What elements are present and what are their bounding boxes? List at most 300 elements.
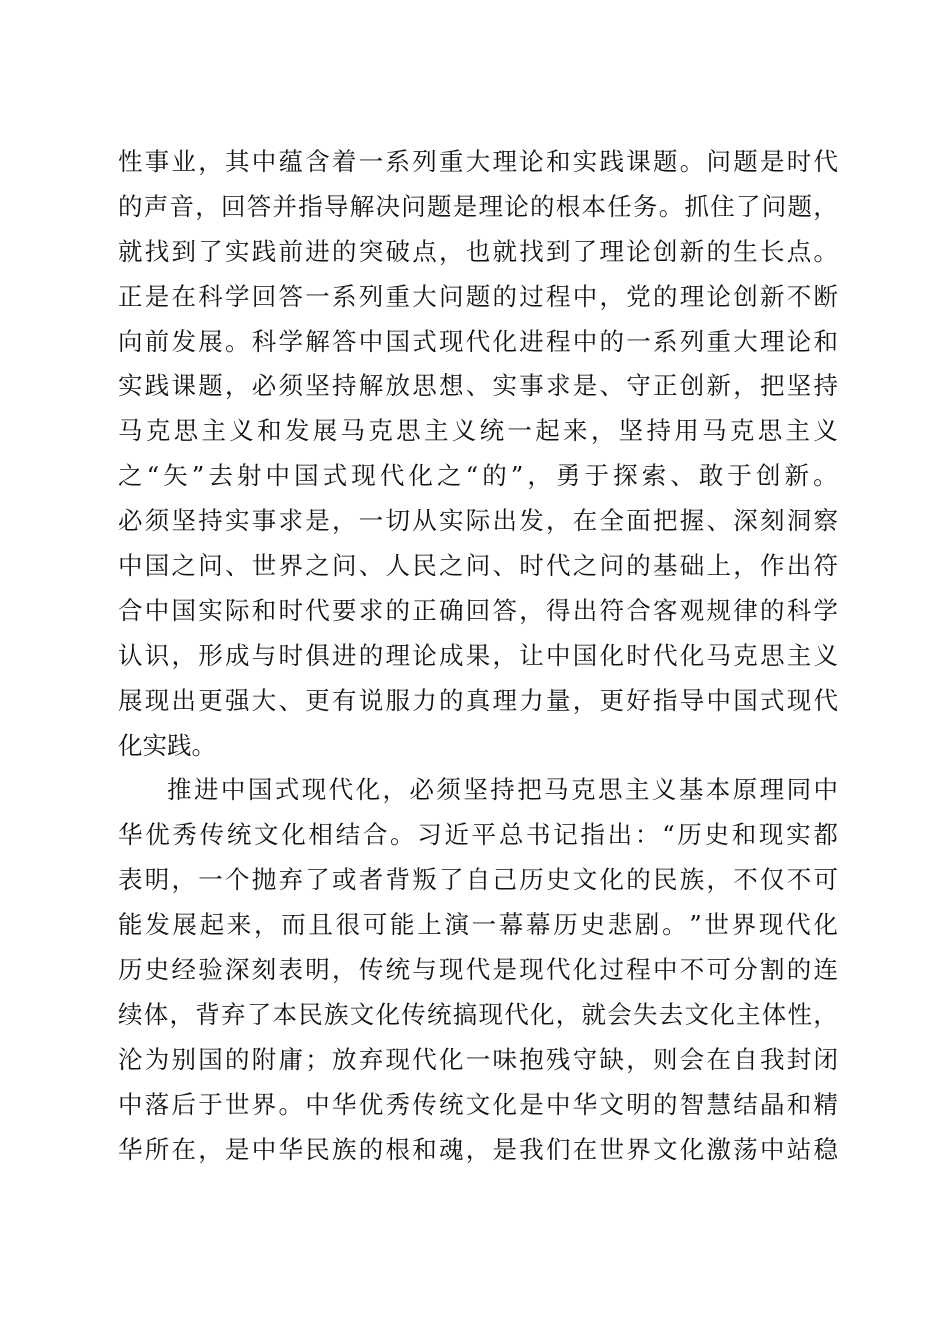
char: 智 <box>679 1089 705 1119</box>
char: 现 <box>786 685 812 715</box>
char: 有 <box>332 685 357 715</box>
char: 蕴 <box>278 147 303 176</box>
char: 精 <box>813 1089 838 1119</box>
char: 了 <box>736 191 761 221</box>
char: 马 <box>340 416 365 446</box>
char: 。 <box>813 461 838 491</box>
char: 史 <box>144 955 170 985</box>
char: 切 <box>385 506 410 536</box>
char: 矢 <box>163 461 188 491</box>
char: 须 <box>144 506 170 536</box>
char: 导 <box>324 191 349 221</box>
char: 符 <box>599 595 624 625</box>
char: 平 <box>471 820 497 850</box>
char: 成 <box>225 640 250 670</box>
char: 新 <box>679 236 705 266</box>
char: 秀 <box>385 1089 410 1119</box>
char: 、 <box>706 506 731 536</box>
char: 让 <box>519 640 544 670</box>
char: 在 <box>572 506 598 536</box>
char: ； <box>305 1044 330 1074</box>
char: 在 <box>171 281 196 311</box>
char: 持 <box>813 371 838 401</box>
char: 弃 <box>221 999 246 1029</box>
char: 解 <box>358 371 384 401</box>
char: 现 <box>758 910 784 940</box>
char: 代 <box>546 551 571 581</box>
char: 之 <box>572 551 598 581</box>
char: 事 <box>519 371 544 401</box>
char: 律 <box>733 595 758 625</box>
char: 。 <box>813 236 838 266</box>
char: 历 <box>677 820 702 850</box>
char: 连 <box>813 955 838 985</box>
char: 从 <box>412 506 437 536</box>
char: 更 <box>305 685 330 715</box>
char: 把 <box>760 371 785 401</box>
char: 的 <box>358 1134 384 1164</box>
char: 、 <box>278 685 303 715</box>
char: 实 <box>439 506 464 536</box>
char: 题 <box>733 147 758 176</box>
char: ， <box>555 999 581 1029</box>
char: 须 <box>278 371 303 401</box>
char: 程 <box>546 281 571 311</box>
char: 时 <box>519 551 544 581</box>
char: 进 <box>332 640 357 670</box>
char: 近 <box>444 820 469 850</box>
char: 别 <box>171 1044 196 1074</box>
char: 主 <box>624 775 650 805</box>
char: 文 <box>653 1134 678 1164</box>
char: 华 <box>118 820 143 850</box>
char: ， <box>254 910 279 940</box>
char: 任 <box>607 191 632 221</box>
char: 在 <box>706 1044 731 1074</box>
char: 史 <box>704 820 729 850</box>
char: 秀 <box>172 820 197 850</box>
char: 思 <box>598 775 623 805</box>
char: 缺 <box>599 1044 624 1074</box>
char: ， <box>332 955 357 985</box>
char: 弃 <box>358 1044 384 1074</box>
char: 。 <box>662 910 687 940</box>
char: 和 <box>412 1134 437 1164</box>
char: 列 <box>679 326 705 356</box>
text-line-paragraph-start <box>118 768 838 813</box>
char: 。 <box>225 326 250 356</box>
char: 一 <box>358 506 384 536</box>
char: 可 <box>706 955 731 985</box>
char: 代 <box>465 955 491 985</box>
char: 幕 <box>498 910 524 940</box>
char: 成 <box>439 640 464 670</box>
char: 表 <box>118 865 143 895</box>
char: 、 <box>225 551 250 581</box>
char: 族 <box>324 999 349 1029</box>
char: 界 <box>626 1134 651 1164</box>
char: 其 <box>225 147 250 176</box>
char: 优 <box>145 820 170 850</box>
char: 勇 <box>555 461 581 491</box>
char: 所 <box>144 1134 170 1164</box>
char: 思 <box>760 640 785 670</box>
char: 的 <box>653 281 678 311</box>
text-line <box>118 1128 838 1173</box>
char: 量 <box>546 685 571 715</box>
text-line <box>118 724 838 769</box>
char: 华 <box>332 1089 357 1119</box>
char: 克 <box>145 416 171 446</box>
char: 洞 <box>786 506 812 536</box>
char: 落 <box>144 1089 170 1119</box>
char: 叛 <box>412 865 437 895</box>
char: 和 <box>251 595 277 625</box>
char: ， <box>465 1134 491 1164</box>
char: 一 <box>358 147 384 176</box>
char: 是 <box>519 1089 544 1119</box>
char: 中 <box>706 685 731 715</box>
char: 大 <box>412 281 437 311</box>
char: 都 <box>813 820 838 850</box>
text-line <box>118 903 838 948</box>
char: 结 <box>335 820 361 850</box>
char: 代 <box>546 955 571 985</box>
char: 并 <box>272 191 297 221</box>
char: 持 <box>198 506 223 536</box>
char: 结 <box>733 1089 758 1119</box>
char: 程 <box>626 955 651 985</box>
char: 列 <box>412 147 437 176</box>
char: 文 <box>599 1089 624 1119</box>
char: 传 <box>358 955 384 985</box>
char: 和 <box>731 820 757 850</box>
char: 与 <box>251 640 277 670</box>
char: 的 <box>599 326 624 356</box>
char: 化 <box>408 461 433 491</box>
char: 实 <box>225 236 250 266</box>
char: 践 <box>144 371 170 401</box>
char: 求 <box>358 595 384 625</box>
char: 统 <box>427 999 452 1029</box>
text-line <box>118 634 838 679</box>
char: 得 <box>546 595 571 625</box>
char: 论 <box>786 326 812 356</box>
char: 荡 <box>733 1134 758 1164</box>
char: 大 <box>733 326 758 356</box>
char: 分 <box>733 955 758 985</box>
char: 化 <box>679 640 705 670</box>
char: 问 <box>465 551 491 581</box>
text-line <box>118 544 838 589</box>
char: 进 <box>519 326 544 356</box>
text-line <box>118 589 838 634</box>
char: 化 <box>572 955 598 985</box>
char: 业 <box>171 147 196 176</box>
char: 践 <box>599 147 624 176</box>
char: 义 <box>451 416 477 446</box>
char: 同 <box>786 775 812 805</box>
char: ， <box>626 1044 651 1074</box>
char: 化 <box>599 640 624 670</box>
char: 化 <box>355 775 381 805</box>
char: 了 <box>198 236 223 266</box>
char: 能 <box>390 910 415 940</box>
char: 思 <box>412 371 437 401</box>
char: “ <box>662 820 675 850</box>
char: 好 <box>626 685 651 715</box>
char: 前 <box>144 326 170 356</box>
char: 现 <box>351 461 376 491</box>
char: 出 <box>572 595 598 625</box>
char: 克 <box>729 416 755 446</box>
char: 抱 <box>519 1044 544 1074</box>
char: 国 <box>144 551 170 581</box>
char: 封 <box>786 1044 812 1074</box>
char: 能 <box>118 910 143 940</box>
char: 推 <box>167 775 192 805</box>
char: 不 <box>786 281 812 311</box>
char: 、 <box>670 461 695 491</box>
char: 力 <box>519 685 544 715</box>
char: 放 <box>332 1044 357 1074</box>
char: 理 <box>385 640 410 670</box>
char: 代 <box>465 326 491 356</box>
char: 大 <box>251 685 277 715</box>
char: 列 <box>358 281 384 311</box>
char: 而 <box>281 910 306 940</box>
char: 问 <box>761 191 787 221</box>
char: 主 <box>785 416 810 446</box>
char: 实 <box>492 371 517 401</box>
char: 式 <box>322 461 348 491</box>
char: 经 <box>171 955 196 985</box>
char: 时 <box>626 640 651 670</box>
char: 导 <box>679 685 705 715</box>
char: 题 <box>465 281 491 311</box>
char: 闭 <box>813 1044 838 1074</box>
char: 。 <box>679 147 705 176</box>
char: 规 <box>706 595 731 625</box>
char: 化 <box>281 820 306 850</box>
char: 于 <box>727 461 752 491</box>
char: 。 <box>390 820 415 850</box>
char: ， <box>599 281 624 311</box>
char: 相 <box>308 820 333 850</box>
char: 失 <box>633 999 658 1029</box>
char: 题 <box>653 147 678 176</box>
char: 了 <box>572 236 598 266</box>
char: 重 <box>385 281 410 311</box>
char: 就 <box>118 236 143 266</box>
char: 实 <box>786 820 811 850</box>
char: 现 <box>144 685 170 715</box>
char: 、 <box>492 551 517 581</box>
char: ， <box>169 999 194 1029</box>
char: 敢 <box>698 461 724 491</box>
char: 化 <box>439 1044 464 1074</box>
char: 性 <box>118 147 143 176</box>
char: 出 <box>171 685 196 715</box>
char: 。 <box>278 1089 303 1119</box>
char: 传 <box>199 820 225 850</box>
char: 基 <box>678 775 704 805</box>
char: 理 <box>492 147 517 176</box>
char: 思 <box>173 416 199 446</box>
char: 实 <box>118 371 143 401</box>
char: 现 <box>519 955 544 985</box>
char: ” <box>689 910 702 940</box>
char: 中 <box>220 775 246 805</box>
char: 论 <box>626 236 651 266</box>
char: 理 <box>478 191 503 221</box>
char: 代 <box>328 775 354 805</box>
char: 答 <box>278 281 303 311</box>
char: 后 <box>171 1089 196 1119</box>
char: 和 <box>546 147 571 176</box>
char: 式 <box>412 326 437 356</box>
char: 国 <box>385 326 410 356</box>
char: 化 <box>530 999 555 1029</box>
char: 坚 <box>463 775 488 805</box>
char: 点 <box>786 236 812 266</box>
char: 演 <box>444 910 469 940</box>
char: 主 <box>423 416 449 446</box>
char: 民 <box>305 1134 330 1164</box>
char: 历 <box>519 865 544 895</box>
char: 必 <box>251 371 277 401</box>
char: ， <box>332 506 357 536</box>
char: ， <box>439 236 464 266</box>
char: ， <box>733 371 758 401</box>
char: 把 <box>517 775 542 805</box>
char: 自 <box>733 1044 758 1074</box>
char: 味 <box>492 1044 517 1074</box>
char: 展 <box>118 685 143 715</box>
char: 的 <box>439 685 464 715</box>
char: 决 <box>375 191 400 221</box>
char: 坚 <box>171 506 196 536</box>
char: 华 <box>278 1134 303 1164</box>
char: 系 <box>385 147 410 176</box>
char: 思 <box>757 416 783 446</box>
char: 回 <box>251 281 277 311</box>
char: 射 <box>236 461 262 491</box>
char: 破 <box>385 236 410 266</box>
char: 背 <box>195 999 220 1029</box>
char: 坚 <box>786 371 812 401</box>
char: 不 <box>733 865 758 895</box>
char: 实 <box>572 147 598 176</box>
char: ， <box>195 191 220 221</box>
char: 中 <box>305 1089 330 1119</box>
char: 代 <box>813 685 838 715</box>
char: 的 <box>492 281 517 311</box>
char: 展 <box>172 910 197 940</box>
char: 放 <box>385 371 410 401</box>
char: 问 <box>706 147 731 176</box>
char: 马 <box>702 416 727 446</box>
text-line <box>118 454 838 499</box>
char: 传 <box>401 999 426 1029</box>
char: 和 <box>813 326 838 356</box>
char: 力 <box>412 685 437 715</box>
char: 不 <box>679 955 705 985</box>
char: 国 <box>733 685 758 715</box>
char: 党 <box>626 281 651 311</box>
char: 世 <box>225 1089 250 1119</box>
char: 上 <box>706 551 731 581</box>
char: 一 <box>465 1044 491 1074</box>
char: 史 <box>546 865 571 895</box>
char: 可 <box>362 910 388 940</box>
char: 义 <box>813 640 838 670</box>
char: 、 <box>465 371 491 401</box>
char: 与 <box>412 955 437 985</box>
char: 是 <box>225 1134 250 1164</box>
char: ， <box>198 147 223 176</box>
char: 问 <box>332 551 357 581</box>
char: 论 <box>504 191 529 221</box>
char: 际 <box>465 506 491 536</box>
char: 就 <box>581 999 606 1029</box>
char: 续 <box>118 999 143 1029</box>
char: 会 <box>679 1044 705 1074</box>
char: 之 <box>305 551 330 581</box>
char: 魂 <box>439 1134 464 1164</box>
char: 化 <box>375 999 400 1029</box>
char: 历 <box>553 910 578 940</box>
char: 一 <box>626 326 651 356</box>
char: 出 <box>607 820 633 850</box>
char: 察 <box>813 506 838 536</box>
char: 体 <box>761 999 787 1029</box>
char: 刻 <box>760 506 785 536</box>
char: 本 <box>272 999 297 1029</box>
char: 中 <box>144 595 170 625</box>
char: 的 <box>332 236 357 266</box>
char: 代 <box>504 999 529 1029</box>
char: 了 <box>305 865 330 895</box>
char: 持 <box>332 371 357 401</box>
char: 用 <box>674 416 699 446</box>
text-line <box>118 409 838 454</box>
char: 新 <box>784 461 810 491</box>
char: 中 <box>118 1089 143 1119</box>
char: 现 <box>439 326 464 356</box>
char: 现 <box>439 955 464 985</box>
char: 就 <box>492 236 517 266</box>
char: 仅 <box>760 865 785 895</box>
char: 中 <box>251 1134 277 1164</box>
char: 之 <box>171 551 196 581</box>
char: 化 <box>599 865 624 895</box>
char: 问 <box>401 191 426 221</box>
char: 须 <box>436 775 461 805</box>
char: 则 <box>653 1044 678 1074</box>
char: 的 <box>118 191 143 221</box>
char: ： <box>634 820 660 850</box>
char: ， <box>706 865 731 895</box>
char: 抓 <box>684 191 709 221</box>
char: 到 <box>171 236 196 266</box>
char: 论 <box>519 147 544 176</box>
char: 化 <box>492 1089 517 1119</box>
char: 展 <box>198 326 223 356</box>
char: 界 <box>731 910 757 940</box>
text-line <box>118 948 838 993</box>
char: 中 <box>118 551 143 581</box>
